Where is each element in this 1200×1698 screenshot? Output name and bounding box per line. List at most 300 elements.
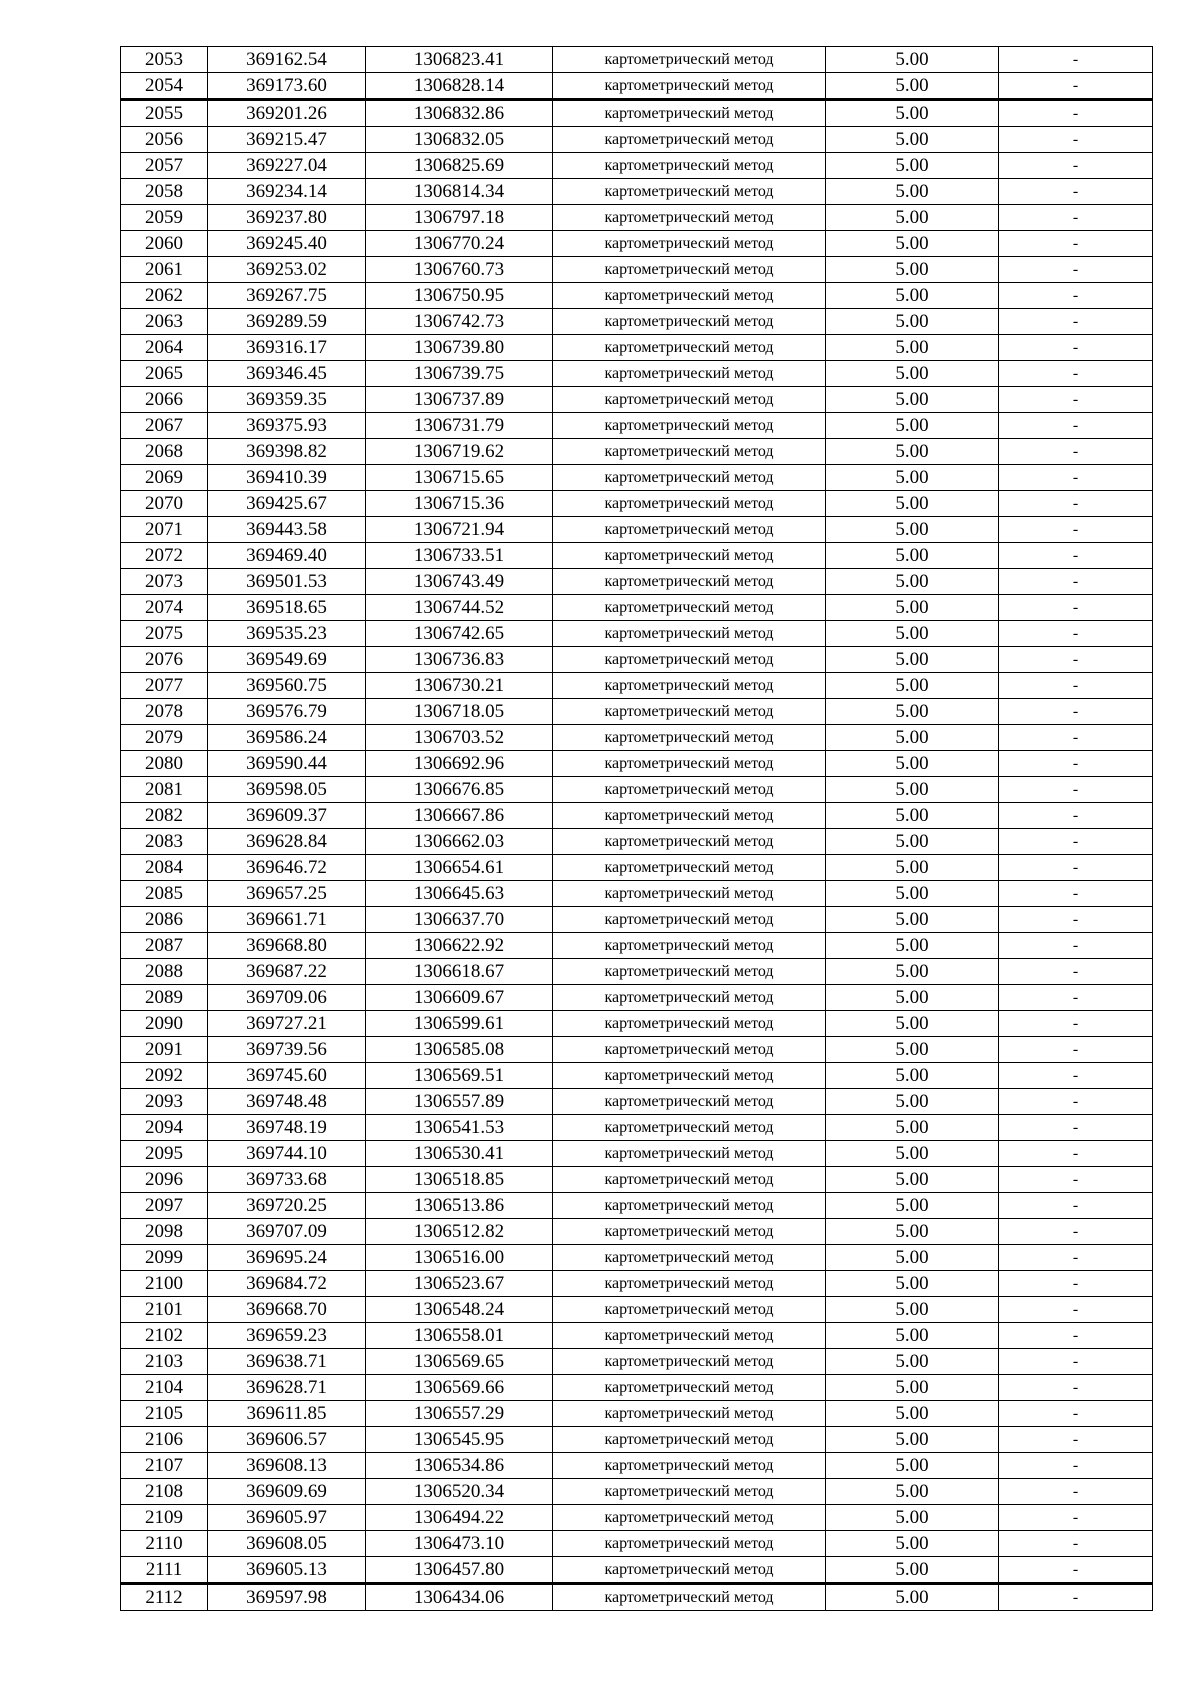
note-cell: - <box>999 933 1153 959</box>
note-cell: - <box>999 1141 1153 1167</box>
method-cell: картометрический метод <box>553 1219 826 1245</box>
point-number-cell: 2084 <box>121 855 208 881</box>
accuracy-cell: 5.00 <box>826 491 999 517</box>
table-row <box>121 1089 1153 1115</box>
accuracy-cell: 5.00 <box>826 439 999 465</box>
accuracy-cell: 5.00 <box>826 959 999 985</box>
y-coordinate-cell: 1306569.65 <box>366 1349 553 1375</box>
x-coordinate-cell: 369739.56 <box>208 1037 366 1063</box>
y-coordinate-cell: 1306585.08 <box>366 1037 553 1063</box>
x-coordinate-cell: 369535.23 <box>208 621 366 647</box>
accuracy-cell: 5.00 <box>826 1557 999 1584</box>
x-coordinate-cell: 369549.69 <box>208 647 366 673</box>
y-coordinate-cell: 1306715.65 <box>366 465 553 491</box>
note-cell: - <box>999 1167 1153 1193</box>
point-number-cell: 2062 <box>121 283 208 309</box>
accuracy-cell: 5.00 <box>826 1089 999 1115</box>
y-coordinate-cell: 1306622.92 <box>366 933 553 959</box>
accuracy-cell: 5.00 <box>826 621 999 647</box>
y-coordinate-cell: 1306545.95 <box>366 1427 553 1453</box>
y-coordinate-cell: 1306742.73 <box>366 309 553 335</box>
method-cell: картометрический метод <box>553 361 826 387</box>
point-number-cell: 2081 <box>121 777 208 803</box>
accuracy-cell: 5.00 <box>826 361 999 387</box>
table-row <box>121 283 1153 309</box>
y-coordinate-cell: 1306737.89 <box>366 387 553 413</box>
x-coordinate-cell: 369501.53 <box>208 569 366 595</box>
accuracy-cell: 5.00 <box>826 1063 999 1089</box>
x-coordinate-cell: 369398.82 <box>208 439 366 465</box>
y-coordinate-cell: 1306516.00 <box>366 1245 553 1271</box>
note-cell: - <box>999 647 1153 673</box>
method-cell: картометрический метод <box>553 1037 826 1063</box>
y-coordinate-cell: 1306719.62 <box>366 439 553 465</box>
accuracy-cell: 5.00 <box>826 725 999 751</box>
accuracy-cell: 5.00 <box>826 673 999 699</box>
x-coordinate-cell: 369234.14 <box>208 179 366 205</box>
y-coordinate-cell: 1306457.80 <box>366 1557 553 1584</box>
note-cell: - <box>999 595 1153 621</box>
y-coordinate-cell: 1306645.63 <box>366 881 553 907</box>
accuracy-cell: 5.00 <box>826 1349 999 1375</box>
method-cell: картометрический метод <box>553 1557 826 1584</box>
method-cell: картометрический метод <box>553 127 826 153</box>
x-coordinate-cell: 369687.22 <box>208 959 366 985</box>
method-cell: картометрический метод <box>553 1479 826 1505</box>
table-row <box>121 517 1153 543</box>
method-cell: картометрический метод <box>553 1089 826 1115</box>
method-cell: картометрический метод <box>553 777 826 803</box>
accuracy-cell: 5.00 <box>826 1011 999 1037</box>
note-cell: - <box>999 1011 1153 1037</box>
point-number-cell: 2064 <box>121 335 208 361</box>
point-number-cell: 2099 <box>121 1245 208 1271</box>
method-cell: картометрический метод <box>553 179 826 205</box>
coordinates-table-body <box>121 47 1153 1611</box>
method-cell: картометрический метод <box>553 153 826 179</box>
method-cell: картометрический метод <box>553 1297 826 1323</box>
table-row <box>121 1141 1153 1167</box>
note-cell: - <box>999 621 1153 647</box>
table-row <box>121 1245 1153 1271</box>
x-coordinate-cell: 369657.25 <box>208 881 366 907</box>
note-cell: - <box>999 777 1153 803</box>
accuracy-cell: 5.00 <box>826 517 999 543</box>
x-coordinate-cell: 369668.80 <box>208 933 366 959</box>
accuracy-cell: 5.00 <box>826 751 999 777</box>
note-cell: - <box>999 881 1153 907</box>
x-coordinate-cell: 369727.21 <box>208 1011 366 1037</box>
table-row <box>121 1349 1153 1375</box>
table-row <box>121 777 1153 803</box>
table-row <box>121 361 1153 387</box>
note-cell: - <box>999 751 1153 777</box>
y-coordinate-cell: 1306739.80 <box>366 335 553 361</box>
x-coordinate-cell: 369733.68 <box>208 1167 366 1193</box>
table-row <box>121 127 1153 153</box>
accuracy-cell: 5.00 <box>826 777 999 803</box>
method-cell: картометрический метод <box>553 699 826 725</box>
y-coordinate-cell: 1306654.61 <box>366 855 553 881</box>
y-coordinate-cell: 1306750.95 <box>366 283 553 309</box>
x-coordinate-cell: 369375.93 <box>208 413 366 439</box>
table-row <box>121 1453 1153 1479</box>
note-cell: - <box>999 1323 1153 1349</box>
point-number-cell: 2054 <box>121 73 208 100</box>
note-cell: - <box>999 803 1153 829</box>
method-cell: картометрический метод <box>553 1141 826 1167</box>
point-number-cell: 2069 <box>121 465 208 491</box>
accuracy-cell: 5.00 <box>826 1479 999 1505</box>
table-row <box>121 1037 1153 1063</box>
accuracy-cell: 5.00 <box>826 1297 999 1323</box>
accuracy-cell: 5.00 <box>826 1401 999 1427</box>
x-coordinate-cell: 369267.75 <box>208 283 366 309</box>
x-coordinate-cell: 369410.39 <box>208 465 366 491</box>
table-row <box>121 751 1153 777</box>
note-cell: - <box>999 725 1153 751</box>
method-cell: картометрический метод <box>553 907 826 933</box>
point-number-cell: 2089 <box>121 985 208 1011</box>
accuracy-cell: 5.00 <box>826 1584 999 1611</box>
method-cell: картометрический метод <box>553 803 826 829</box>
x-coordinate-cell: 369684.72 <box>208 1271 366 1297</box>
point-number-cell: 2111 <box>121 1557 208 1584</box>
point-number-cell: 2091 <box>121 1037 208 1063</box>
point-number-cell: 2090 <box>121 1011 208 1037</box>
note-cell: - <box>999 335 1153 361</box>
table-row <box>121 803 1153 829</box>
point-number-cell: 2104 <box>121 1375 208 1401</box>
method-cell: картометрический метод <box>553 231 826 257</box>
y-coordinate-cell: 1306494.22 <box>366 1505 553 1531</box>
note-cell: - <box>999 1297 1153 1323</box>
note-cell: - <box>999 855 1153 881</box>
method-cell: картометрический метод <box>553 1193 826 1219</box>
point-number-cell: 2053 <box>121 47 208 73</box>
method-cell: картометрический метод <box>553 1271 826 1297</box>
table-row <box>121 829 1153 855</box>
table-row <box>121 1063 1153 1089</box>
method-cell: картометрический метод <box>553 1115 826 1141</box>
y-coordinate-cell: 1306512.82 <box>366 1219 553 1245</box>
y-coordinate-cell: 1306676.85 <box>366 777 553 803</box>
accuracy-cell: 5.00 <box>826 1271 999 1297</box>
table-row <box>121 1401 1153 1427</box>
note-cell: - <box>999 673 1153 699</box>
x-coordinate-cell: 369608.05 <box>208 1531 366 1557</box>
point-number-cell: 2087 <box>121 933 208 959</box>
y-coordinate-cell: 1306434.06 <box>366 1584 553 1611</box>
x-coordinate-cell: 369359.35 <box>208 387 366 413</box>
accuracy-cell: 5.00 <box>826 699 999 725</box>
method-cell: картометрический метод <box>553 933 826 959</box>
y-coordinate-cell: 1306733.51 <box>366 543 553 569</box>
method-cell: картометрический метод <box>553 855 826 881</box>
method-cell: картометрический метод <box>553 569 826 595</box>
method-cell: картометрический метод <box>553 387 826 413</box>
table-row <box>121 1193 1153 1219</box>
x-coordinate-cell: 369215.47 <box>208 127 366 153</box>
x-coordinate-cell: 369720.25 <box>208 1193 366 1219</box>
x-coordinate-cell: 369560.75 <box>208 673 366 699</box>
point-number-cell: 2092 <box>121 1063 208 1089</box>
method-cell: картометрический метод <box>553 985 826 1011</box>
accuracy-cell: 5.00 <box>826 1193 999 1219</box>
method-cell: картометрический метод <box>553 1375 826 1401</box>
table-row <box>121 647 1153 673</box>
point-number-cell: 2074 <box>121 595 208 621</box>
method-cell: картометрический метод <box>553 1245 826 1271</box>
method-cell: картометрический метод <box>553 465 826 491</box>
note-cell: - <box>999 1245 1153 1271</box>
x-coordinate-cell: 369744.10 <box>208 1141 366 1167</box>
note-cell: - <box>999 465 1153 491</box>
method-cell: картометрический метод <box>553 1584 826 1611</box>
table-row <box>121 1479 1153 1505</box>
x-coordinate-cell: 369668.70 <box>208 1297 366 1323</box>
table-row <box>121 959 1153 985</box>
point-number-cell: 2101 <box>121 1297 208 1323</box>
note-cell: - <box>999 1089 1153 1115</box>
y-coordinate-cell: 1306823.41 <box>366 47 553 73</box>
x-coordinate-cell: 369707.09 <box>208 1219 366 1245</box>
table-row <box>121 543 1153 569</box>
y-coordinate-cell: 1306523.67 <box>366 1271 553 1297</box>
point-number-cell: 2083 <box>121 829 208 855</box>
y-coordinate-cell: 1306541.53 <box>366 1115 553 1141</box>
y-coordinate-cell: 1306518.85 <box>366 1167 553 1193</box>
note-cell: - <box>999 1401 1153 1427</box>
note-cell: - <box>999 309 1153 335</box>
x-coordinate-cell: 369316.17 <box>208 335 366 361</box>
accuracy-cell: 5.00 <box>826 985 999 1011</box>
y-coordinate-cell: 1306703.52 <box>366 725 553 751</box>
note-cell: - <box>999 1063 1153 1089</box>
accuracy-cell: 5.00 <box>826 413 999 439</box>
table-row <box>121 465 1153 491</box>
point-number-cell: 2071 <box>121 517 208 543</box>
note-cell: - <box>999 1453 1153 1479</box>
note-cell: - <box>999 231 1153 257</box>
table-row <box>121 907 1153 933</box>
table-row <box>121 933 1153 959</box>
x-coordinate-cell: 369425.67 <box>208 491 366 517</box>
note-cell: - <box>999 1505 1153 1531</box>
point-number-cell: 2055 <box>121 100 208 127</box>
table-row <box>121 1375 1153 1401</box>
accuracy-cell: 5.00 <box>826 1141 999 1167</box>
y-coordinate-cell: 1306530.41 <box>366 1141 553 1167</box>
y-coordinate-cell: 1306828.14 <box>366 73 553 100</box>
x-coordinate-cell: 369605.13 <box>208 1557 366 1584</box>
accuracy-cell: 5.00 <box>826 1427 999 1453</box>
x-coordinate-cell: 369597.98 <box>208 1584 366 1611</box>
table-row <box>121 1167 1153 1193</box>
table-row <box>121 725 1153 751</box>
accuracy-cell: 5.00 <box>826 1505 999 1531</box>
method-cell: картометрический метод <box>553 647 826 673</box>
table-row <box>121 1297 1153 1323</box>
point-number-cell: 2094 <box>121 1115 208 1141</box>
y-coordinate-cell: 1306760.73 <box>366 257 553 283</box>
accuracy-cell: 5.00 <box>826 803 999 829</box>
method-cell: картометрический метод <box>553 1531 826 1557</box>
y-coordinate-cell: 1306558.01 <box>366 1323 553 1349</box>
note-cell: - <box>999 543 1153 569</box>
point-number-cell: 2056 <box>121 127 208 153</box>
point-number-cell: 2105 <box>121 1401 208 1427</box>
point-number-cell: 2112 <box>121 1584 208 1611</box>
note-cell: - <box>999 1115 1153 1141</box>
x-coordinate-cell: 369598.05 <box>208 777 366 803</box>
accuracy-cell: 5.00 <box>826 1167 999 1193</box>
note-cell: - <box>999 1557 1153 1584</box>
point-number-cell: 2066 <box>121 387 208 413</box>
point-number-cell: 2076 <box>121 647 208 673</box>
y-coordinate-cell: 1306832.05 <box>366 127 553 153</box>
note-cell: - <box>999 283 1153 309</box>
method-cell: картометрический метод <box>553 1167 826 1193</box>
point-number-cell: 2097 <box>121 1193 208 1219</box>
x-coordinate-cell: 369173.60 <box>208 73 366 100</box>
table-row <box>121 1557 1153 1584</box>
x-coordinate-cell: 369748.48 <box>208 1089 366 1115</box>
accuracy-cell: 5.00 <box>826 1531 999 1557</box>
y-coordinate-cell: 1306520.34 <box>366 1479 553 1505</box>
table-row <box>121 73 1153 100</box>
accuracy-cell: 5.00 <box>826 179 999 205</box>
y-coordinate-cell: 1306730.21 <box>366 673 553 699</box>
y-coordinate-cell: 1306825.69 <box>366 153 553 179</box>
x-coordinate-cell: 369709.06 <box>208 985 366 1011</box>
point-number-cell: 2073 <box>121 569 208 595</box>
y-coordinate-cell: 1306742.65 <box>366 621 553 647</box>
method-cell: картометрический метод <box>553 1427 826 1453</box>
x-coordinate-cell: 369586.24 <box>208 725 366 751</box>
point-number-cell: 2110 <box>121 1531 208 1557</box>
point-number-cell: 2057 <box>121 153 208 179</box>
point-number-cell: 2061 <box>121 257 208 283</box>
note-cell: - <box>999 829 1153 855</box>
note-cell: - <box>999 959 1153 985</box>
accuracy-cell: 5.00 <box>826 47 999 73</box>
point-number-cell: 2093 <box>121 1089 208 1115</box>
point-number-cell: 2106 <box>121 1427 208 1453</box>
method-cell: картометрический метод <box>553 595 826 621</box>
point-number-cell: 2102 <box>121 1323 208 1349</box>
y-coordinate-cell: 1306721.94 <box>366 517 553 543</box>
point-number-cell: 2103 <box>121 1349 208 1375</box>
note-cell: - <box>999 127 1153 153</box>
y-coordinate-cell: 1306715.36 <box>366 491 553 517</box>
y-coordinate-cell: 1306569.51 <box>366 1063 553 1089</box>
y-coordinate-cell: 1306667.86 <box>366 803 553 829</box>
x-coordinate-cell: 369162.54 <box>208 47 366 73</box>
method-cell: картометрический метод <box>553 413 826 439</box>
note-cell: - <box>999 1219 1153 1245</box>
method-cell: картометрический метод <box>553 1323 826 1349</box>
point-number-cell: 2080 <box>121 751 208 777</box>
method-cell: картометрический метод <box>553 959 826 985</box>
y-coordinate-cell: 1306744.52 <box>366 595 553 621</box>
accuracy-cell: 5.00 <box>826 647 999 673</box>
method-cell: картометрический метод <box>553 1505 826 1531</box>
table-row <box>121 231 1153 257</box>
note-cell: - <box>999 985 1153 1011</box>
table-row <box>121 673 1153 699</box>
note-cell: - <box>999 1037 1153 1063</box>
method-cell: картометрический метод <box>553 673 826 699</box>
point-number-cell: 2100 <box>121 1271 208 1297</box>
point-number-cell: 2082 <box>121 803 208 829</box>
point-number-cell: 2096 <box>121 1167 208 1193</box>
method-cell: картометрический метод <box>553 1349 826 1375</box>
table-row <box>121 1584 1153 1611</box>
method-cell: картометрический метод <box>553 100 826 127</box>
table-row <box>121 153 1153 179</box>
method-cell: картометрический метод <box>553 257 826 283</box>
y-coordinate-cell: 1306609.67 <box>366 985 553 1011</box>
coordinates-table <box>120 46 1153 1611</box>
note-cell: - <box>999 1193 1153 1219</box>
x-coordinate-cell: 369289.59 <box>208 309 366 335</box>
y-coordinate-cell: 1306662.03 <box>366 829 553 855</box>
point-number-cell: 2088 <box>121 959 208 985</box>
table-row <box>121 100 1153 127</box>
y-coordinate-cell: 1306548.24 <box>366 1297 553 1323</box>
y-coordinate-cell: 1306718.05 <box>366 699 553 725</box>
table-row <box>121 855 1153 881</box>
x-coordinate-cell: 369469.40 <box>208 543 366 569</box>
method-cell: картометрический метод <box>553 439 826 465</box>
x-coordinate-cell: 369646.72 <box>208 855 366 881</box>
accuracy-cell: 5.00 <box>826 595 999 621</box>
accuracy-cell: 5.00 <box>826 1115 999 1141</box>
x-coordinate-cell: 369605.97 <box>208 1505 366 1531</box>
table-row <box>121 257 1153 283</box>
method-cell: картометрический метод <box>553 725 826 751</box>
y-coordinate-cell: 1306599.61 <box>366 1011 553 1037</box>
accuracy-cell: 5.00 <box>826 907 999 933</box>
y-coordinate-cell: 1306743.49 <box>366 569 553 595</box>
y-coordinate-cell: 1306513.86 <box>366 1193 553 1219</box>
table-row <box>121 1505 1153 1531</box>
note-cell: - <box>999 1375 1153 1401</box>
note-cell: - <box>999 257 1153 283</box>
table-row <box>121 1219 1153 1245</box>
method-cell: картометрический метод <box>553 829 826 855</box>
method-cell: картометрический метод <box>553 47 826 73</box>
method-cell: картометрический метод <box>553 1453 826 1479</box>
method-cell: картометрический метод <box>553 205 826 231</box>
accuracy-cell: 5.00 <box>826 387 999 413</box>
point-number-cell: 2075 <box>121 621 208 647</box>
table-row <box>121 569 1153 595</box>
x-coordinate-cell: 369237.80 <box>208 205 366 231</box>
accuracy-cell: 5.00 <box>826 335 999 361</box>
note-cell: - <box>999 1349 1153 1375</box>
method-cell: картометрический метод <box>553 309 826 335</box>
x-coordinate-cell: 369590.44 <box>208 751 366 777</box>
method-cell: картометрический метод <box>553 621 826 647</box>
table-row <box>121 439 1153 465</box>
note-cell: - <box>999 47 1153 73</box>
method-cell: картометрический метод <box>553 543 826 569</box>
x-coordinate-cell: 369748.19 <box>208 1115 366 1141</box>
note-cell: - <box>999 413 1153 439</box>
accuracy-cell: 5.00 <box>826 283 999 309</box>
